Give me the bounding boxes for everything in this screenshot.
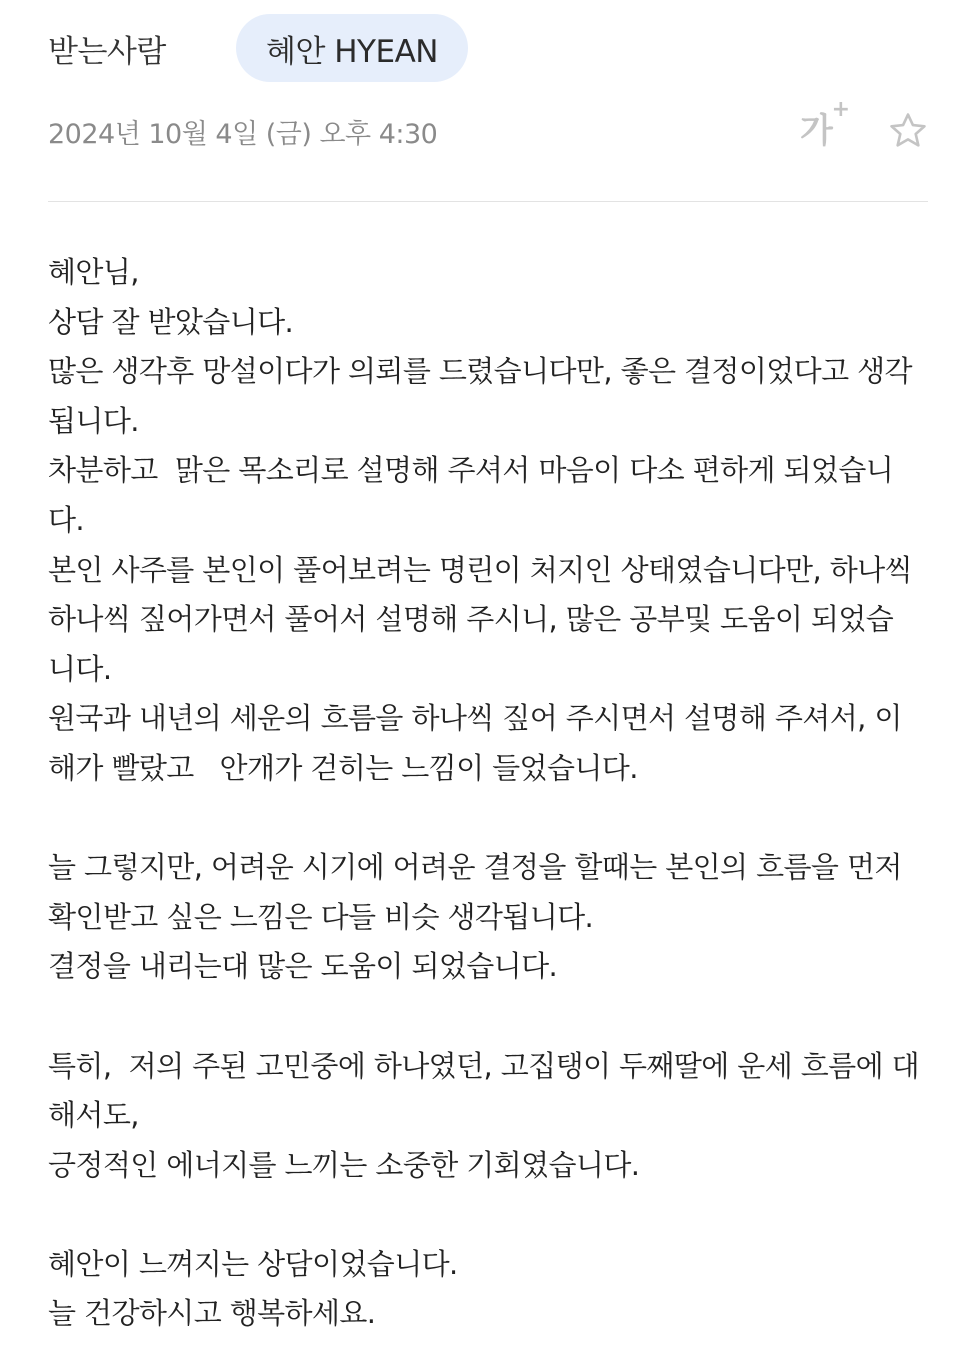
font-size-plus: + bbox=[831, 97, 850, 122]
message-line: 됩니다. bbox=[48, 403, 139, 438]
sent-date: 2024년 10월 4일 (금) 오후 4:30 bbox=[48, 118, 438, 150]
message-line: 해서도, bbox=[48, 1098, 139, 1133]
font-size-icon[interactable] bbox=[800, 97, 850, 153]
message-line: 해가 빨랐고 안개가 걷히는 느낌이 들었습니다. bbox=[48, 750, 638, 785]
recipient-row bbox=[48, 14, 468, 82]
message-line: 늘 그렇지만, 어려운 시기에 어려운 결정을 할때는 본인의 흐름을 먼저 bbox=[48, 850, 902, 885]
message-line: 늘 건강하시고 행복하세요. bbox=[48, 1296, 376, 1331]
message-line: 혜안님, bbox=[48, 255, 139, 289]
mail-actions bbox=[800, 97, 930, 153]
header-divider bbox=[48, 201, 928, 202]
message-line: 원국과 내년의 세운의 흐름을 하나씩 짚어 주시면서 설명해 주셔서, 이 bbox=[48, 701, 902, 736]
recipient-label: 받는사람 bbox=[48, 33, 166, 70]
message-line: 상담 잘 받았습니다. bbox=[48, 304, 294, 339]
message-line: 확인받고 싶은 느낌은 다들 비슷 생각됩니다. bbox=[48, 899, 594, 934]
message-body bbox=[48, 248, 928, 1339]
message-line: 다. bbox=[48, 502, 85, 537]
font-size-label: 가 bbox=[800, 111, 833, 151]
message-line: 본인 사주를 본인이 풀어보려는 명린이 처지인 상태였습니다만, 하나씩 bbox=[48, 552, 912, 587]
blank-line bbox=[48, 1190, 928, 1240]
message-line: 결정을 내리는대 많은 도움이 되었습니다. bbox=[48, 949, 558, 984]
message-line: 많은 생각후 망설이다가 의뢰를 드렸습니다만, 좋은 결정이었다고 생각 bbox=[48, 354, 912, 389]
message-line: 하나씩 짚어가면서 풀어서 설명해 주시니, 많은 공부및 도움이 되었습 bbox=[48, 602, 894, 637]
message-line: 차분하고 맑은 목소리로 설명해 주셔서 마음이 다소 편하게 되었습니 bbox=[48, 453, 894, 488]
blank-line bbox=[48, 992, 928, 1042]
message-line: 특히, 저의 주된 고민중에 하나였던, 고집탱이 두째딸에 운세 흐름에 대 bbox=[48, 1048, 920, 1083]
message-line: 긍정적인 에너지를 느끼는 소중한 기회였습니다. bbox=[48, 1147, 640, 1182]
recipient-chip[interactable]: 혜안 HYEAN bbox=[236, 14, 468, 82]
blank-line bbox=[48, 794, 928, 844]
star-icon[interactable] bbox=[886, 109, 930, 153]
message-line: 혜안이 느껴지는 상담이었습니다. bbox=[48, 1246, 458, 1281]
message-line: 니다. bbox=[48, 651, 112, 686]
date-row bbox=[48, 97, 928, 154]
